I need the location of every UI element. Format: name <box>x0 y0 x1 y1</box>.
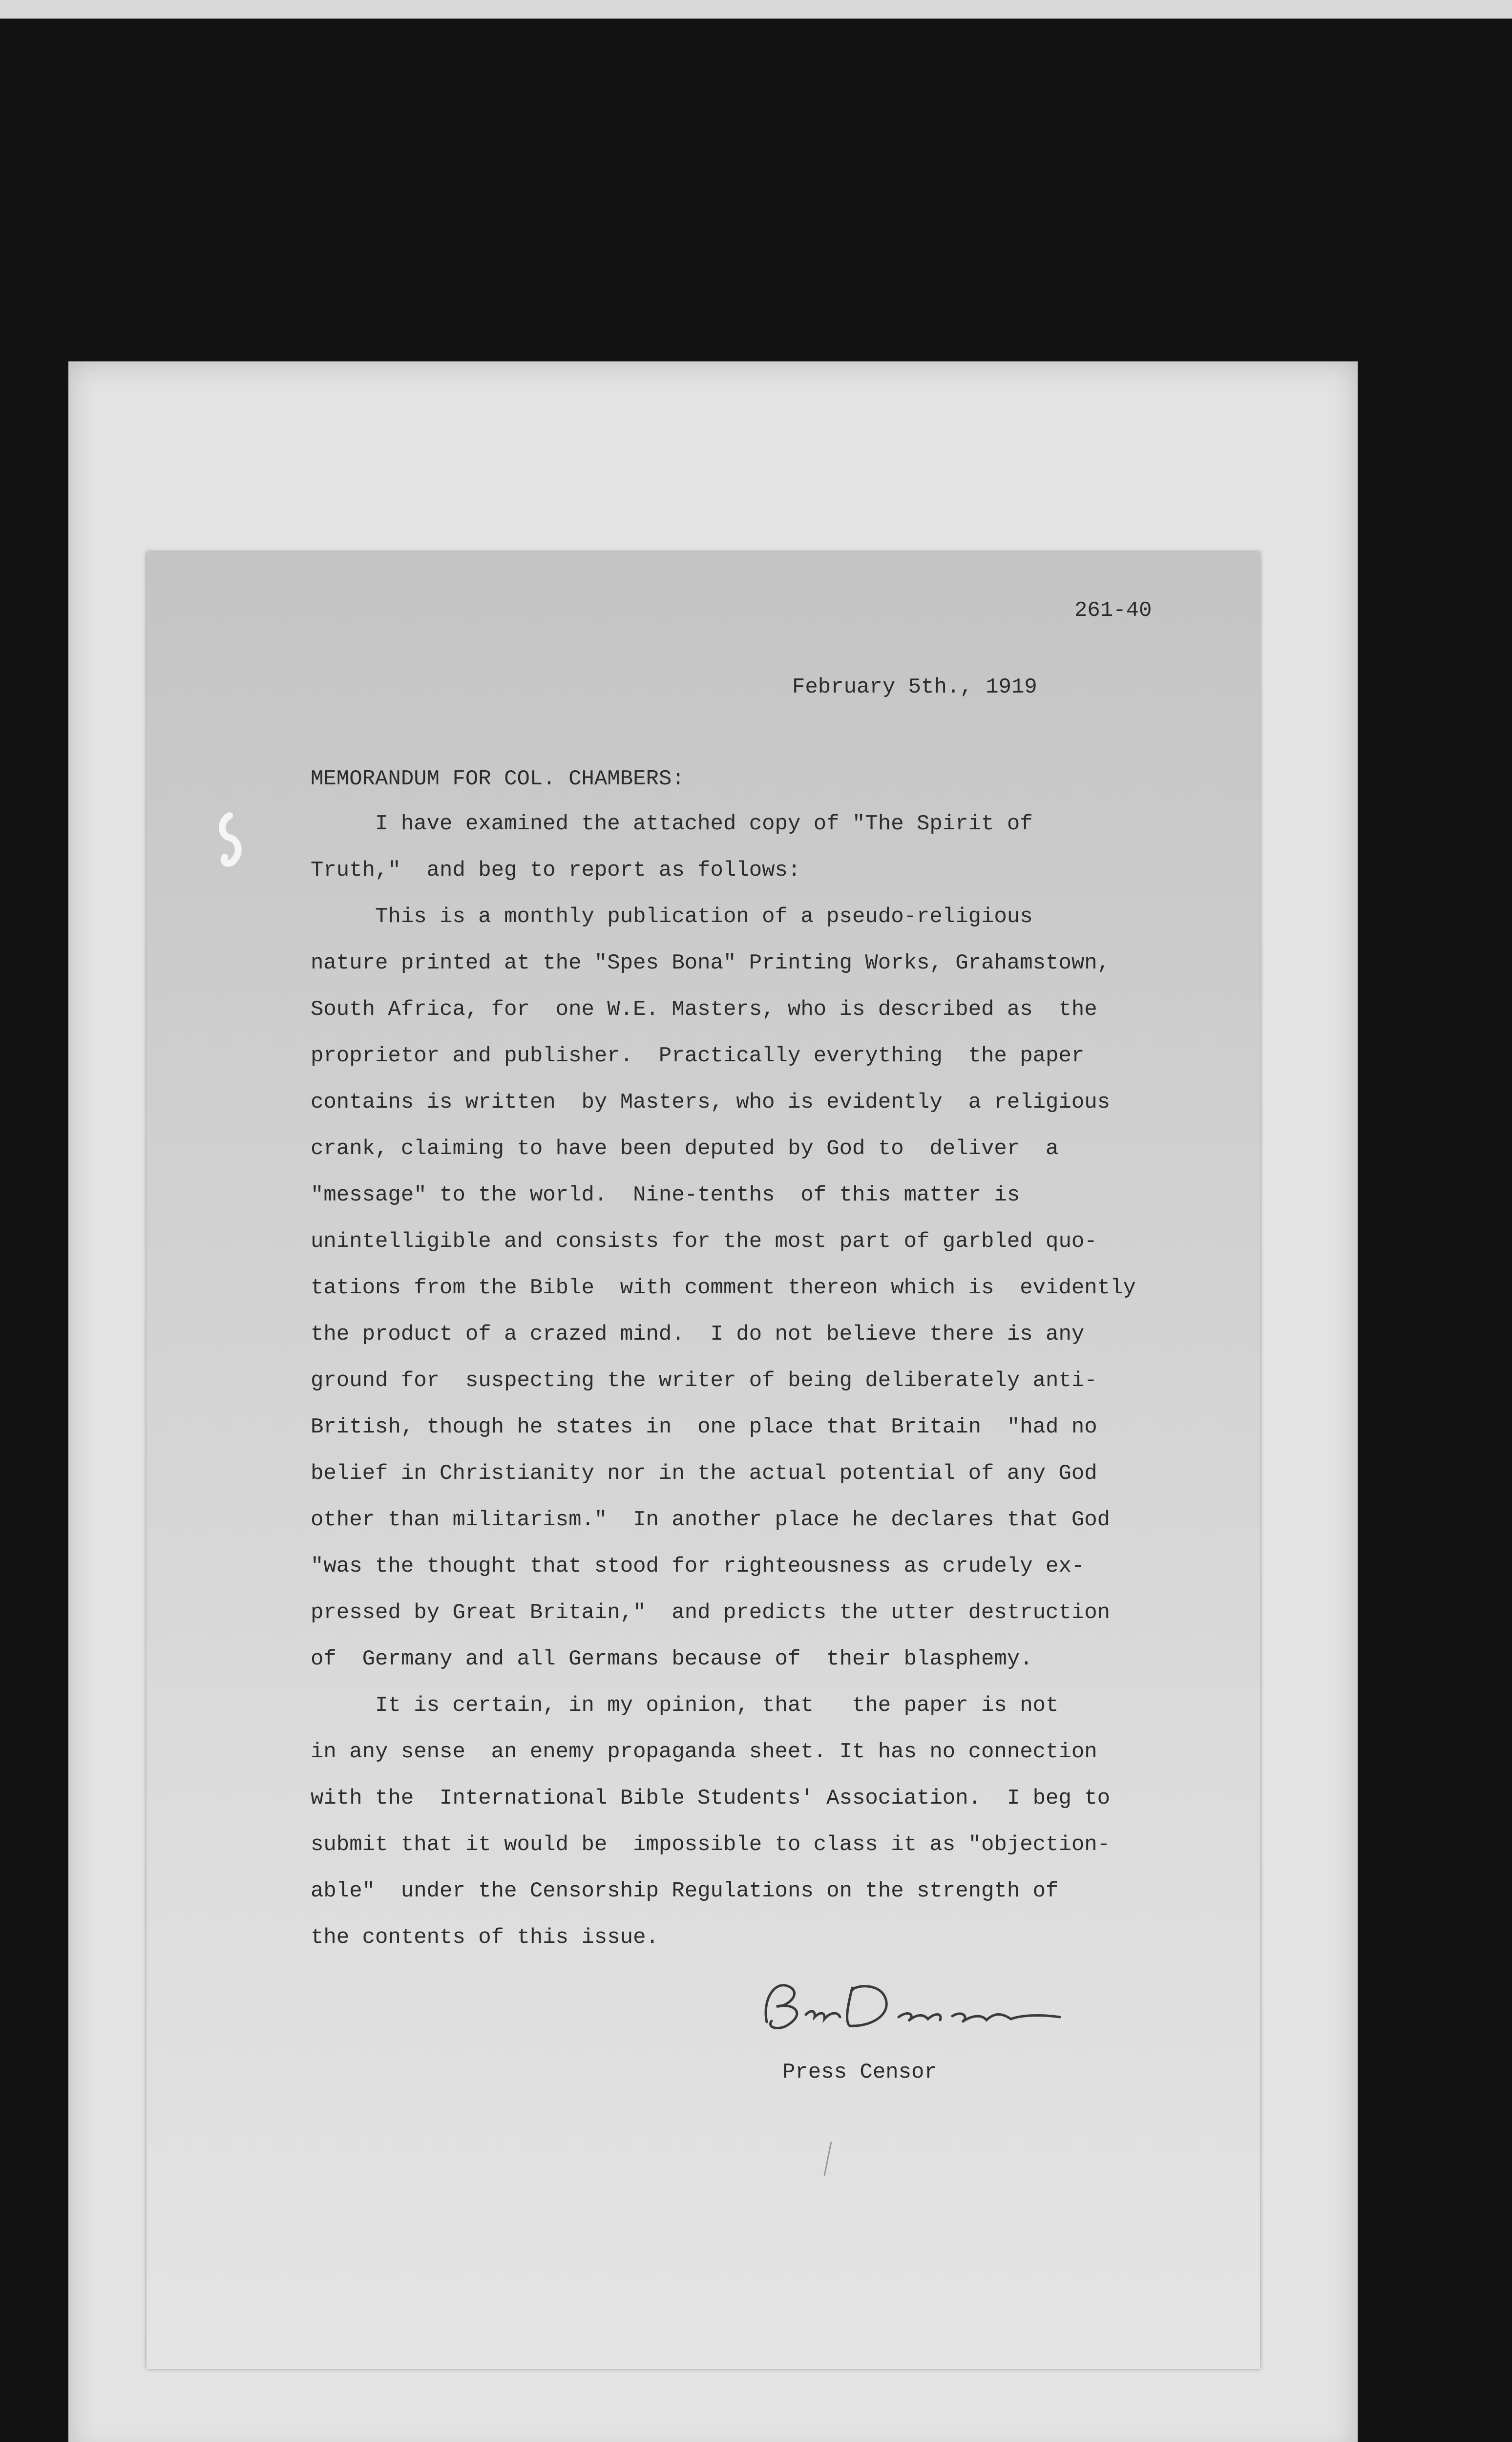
memo-heading: MEMORANDUM FOR COL. CHAMBERS: <box>311 767 685 791</box>
memo-line: South Africa, for one W.E. Masters, who is described as the <box>311 997 1097 1022</box>
memo-line: This is a monthly publication of a pseudo-religious <box>311 905 1033 929</box>
memo-line: crank, claiming to have been deputed by God to deliver a <box>311 1137 1059 1161</box>
memo-line: ground for suspecting the writer of being deliberately anti- <box>311 1368 1097 1393</box>
memo-line: I have examined the attached copy of "The Spirit of <box>311 812 1033 836</box>
memo-line: the contents of this issue. <box>311 1925 659 1950</box>
handwritten-signature <box>747 1968 1099 2042</box>
memo-line: the product of a crazed mind. I do not believe there is any <box>311 1322 1085 1347</box>
file-number: 261-40 <box>1074 598 1152 623</box>
memo-line: nature printed at the "Spes Bona" Printing Works, Grahamstown, <box>311 951 1111 975</box>
paper-clip-mark <box>215 811 249 869</box>
memo-line: of Germany and all Germans because of their blasphemy. <box>311 1647 1033 1671</box>
memo-line: tations from the Bible with comment thereon which is evidently <box>311 1276 1136 1300</box>
memo-line: Truth," and beg to report as follows: <box>311 858 801 883</box>
memo-line: proprietor and publisher. Practically everything the paper <box>311 1044 1085 1068</box>
memo-line: pressed by Great Britain," and predicts the utter destruction <box>311 1600 1111 1625</box>
signatory-title: Press Censor <box>782 2060 937 2084</box>
memo-line: submit that it would be impossible to class it as "objection- <box>311 1832 1111 1857</box>
memo-line: "message" to the world. Nine-tenths of this matter is <box>311 1183 1020 1207</box>
memo-line: in any sense an enemy propaganda sheet. It has no connection <box>311 1740 1097 1764</box>
memo-line: unintelligible and consists for the most part of garbled quo- <box>311 1229 1097 1254</box>
memo-line: with the International Bible Students' Association. I beg to <box>311 1786 1111 1810</box>
memo-date: February 5th., 1919 <box>792 675 1037 699</box>
memo-line: contains is written by Masters, who is evidently a religious <box>311 1090 1111 1115</box>
memo-line: British, though he states in one place that Britain "had no <box>311 1415 1097 1439</box>
memo-line: belief in Christianity nor in the actual potential of any God <box>311 1461 1097 1486</box>
memo-line: other than militarism." In another place he declares that God <box>311 1508 1111 1532</box>
pencil-mark <box>821 2139 836 2178</box>
film-top-edge <box>0 0 1512 19</box>
memo-line: "was the thought that stood for righteousness as crudely ex- <box>311 1554 1085 1579</box>
memo-line: able" under the Censorship Regulations on the strength of <box>311 1879 1059 1903</box>
memo-line: It is certain, in my opinion, that the paper is not <box>311 1693 1059 1718</box>
memo-body <box>311 807 1268 1967</box>
